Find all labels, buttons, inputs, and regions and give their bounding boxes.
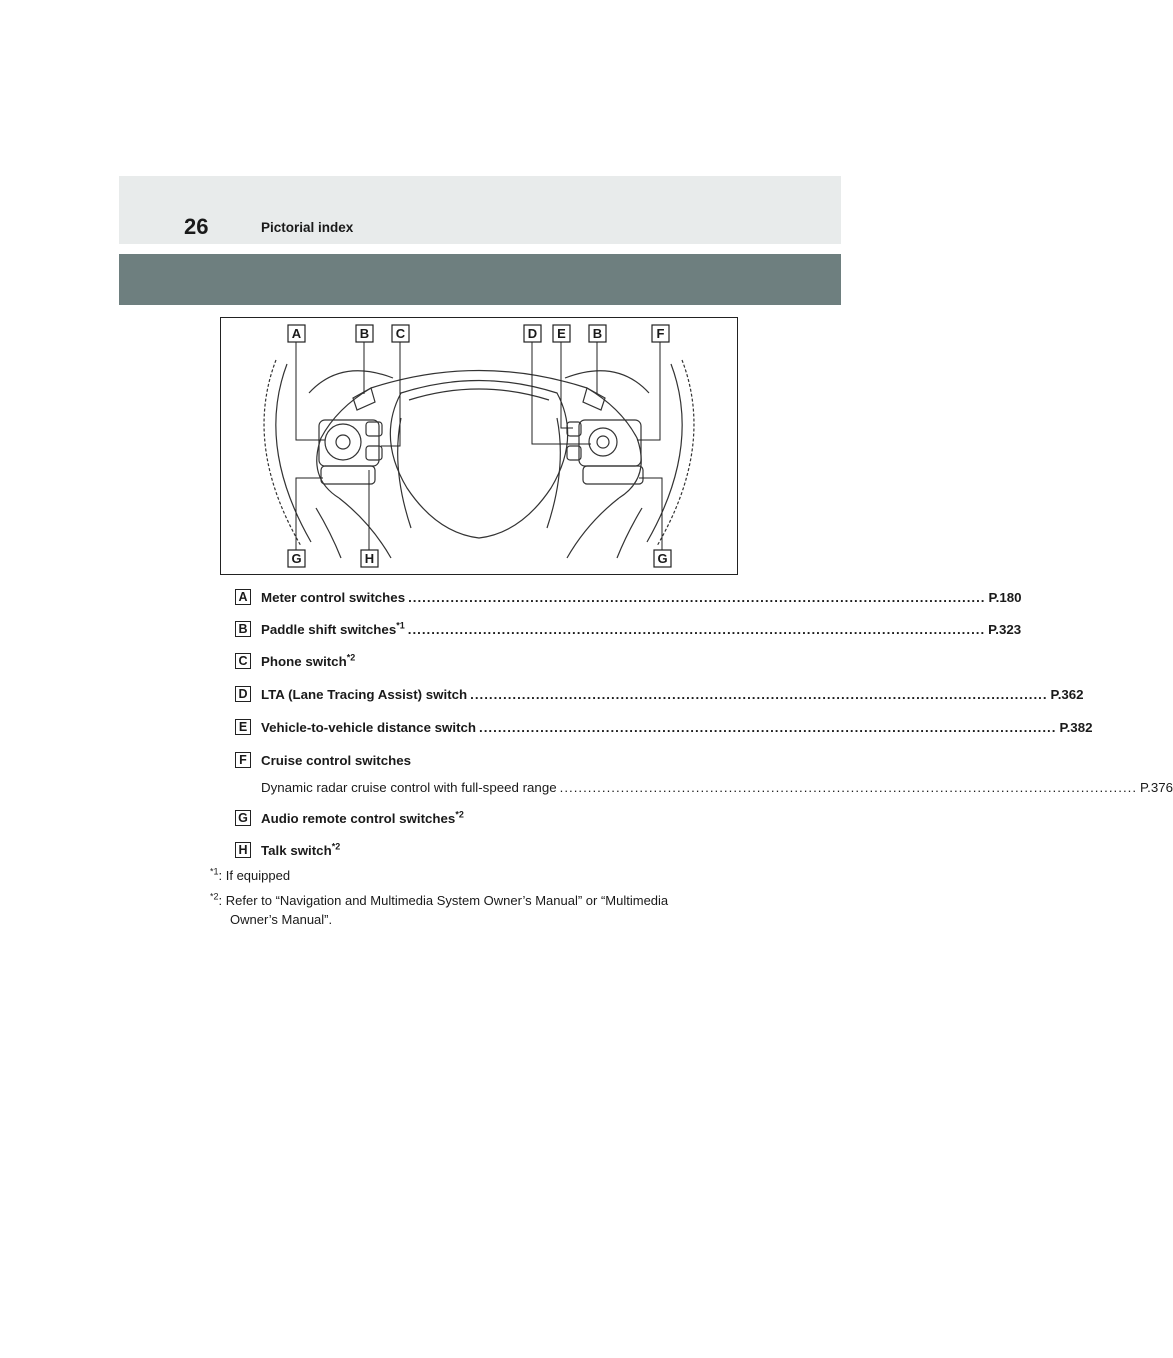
item-letter-c: C <box>235 653 251 669</box>
callout-b-top-right <box>589 325 606 342</box>
leader-dots: ........................................................................................................................... <box>470 687 1048 702</box>
item-letter-f: F <box>235 752 251 768</box>
callout-c-top <box>392 325 409 342</box>
page-reference[interactable]: P.323 <box>988 622 1022 637</box>
item-label: Cruise control switches <box>261 753 411 768</box>
callout-f-top <box>652 325 669 342</box>
callout-d-top <box>524 325 541 342</box>
callout-label: A <box>291 326 302 341</box>
page-reference[interactable]: P.382 <box>1059 720 1093 735</box>
callout-g-bottom-left <box>288 550 305 567</box>
item-paddle-shift-switches <box>261 620 1022 640</box>
item-cruise-control-switches <box>261 753 722 771</box>
item-letter-e: E <box>235 719 251 735</box>
leader-dots: ........................................................................................................................... <box>407 622 986 637</box>
section-title: Pictorial index <box>261 220 354 235</box>
item-meter-control-switches <box>261 590 1022 608</box>
item-sub-label: Dynamic radar cruise control with full-speed range <box>261 780 557 795</box>
leader-dots: ........................................................................................................................... <box>559 780 1138 795</box>
footnote-mark: *2 <box>346 652 356 663</box>
header-band <box>119 176 841 244</box>
footnote-2 <box>210 891 730 929</box>
page-reference[interactable]: P.180 <box>988 590 1022 605</box>
item-label: Paddle shift switches <box>261 622 397 637</box>
item-letter-h: H <box>235 842 251 858</box>
item-letter-g: G <box>235 810 251 826</box>
footnote-mark: *1 <box>210 866 219 877</box>
item-letter-b: B <box>235 621 251 637</box>
callout-label: D <box>527 326 538 341</box>
item-label: Vehicle-to-vehicle distance switch <box>261 720 477 735</box>
item-label: LTA (Lane Tracing Assist) switch <box>261 687 468 702</box>
callout-h-bottom <box>361 550 378 567</box>
item-talk-switch <box>261 843 722 861</box>
item-label: Audio remote control switches <box>261 811 456 826</box>
steering-wheel-figure <box>220 317 738 575</box>
page-reference[interactable]: P.362 <box>1050 687 1084 702</box>
item-label: Phone switch <box>261 654 347 669</box>
item-lta-switch <box>261 687 1084 705</box>
item-dynamic-radar-cruise <box>261 780 1173 798</box>
item-label: Talk switch <box>261 843 332 858</box>
callout-label: B <box>592 326 603 341</box>
item-label: Meter control switches <box>261 590 406 605</box>
item-audio-remote-control-switches <box>261 811 722 829</box>
footnote-mark: *2 <box>210 891 219 902</box>
item-phone-switch <box>261 654 722 672</box>
title-bar <box>119 254 841 305</box>
callout-b-top-left <box>356 325 373 342</box>
page-number: 26 <box>184 214 209 239</box>
footnote-mark: *2 <box>331 841 341 852</box>
callout-g-bottom-right <box>654 550 671 567</box>
footnote-continuation: Owner’s Manual”. <box>230 912 333 927</box>
item-letter-a: A <box>235 589 251 605</box>
callout-label: G <box>291 551 302 566</box>
item-distance-switch <box>261 720 1093 738</box>
callout-label: F <box>656 326 665 341</box>
footnote-1 <box>210 866 730 885</box>
footnote-text: : Refer to “Navigation and Multimedia System Owner’s Manual” or “Multimedia <box>218 893 669 908</box>
callout-label: H <box>364 551 375 566</box>
footnote-mark: *2 <box>455 809 464 820</box>
steering-wheel-illustration <box>221 318 737 574</box>
callout-label: G <box>657 551 668 566</box>
callout-e-top <box>553 325 570 342</box>
leader-dots: ........................................................................................................................... <box>479 720 1057 735</box>
callout-label: E <box>557 326 566 341</box>
callout-label: C <box>395 326 406 341</box>
item-letter-d: D <box>235 686 251 702</box>
footnote-text: : If equipped <box>218 868 291 883</box>
callout-label: B <box>359 326 370 341</box>
page-reference[interactable]: P.376 <box>1140 780 1173 795</box>
footnote-mark: *1 <box>396 620 405 631</box>
leader-dots: ........................................................................................................................... <box>408 590 986 605</box>
callout-a-top <box>288 325 305 342</box>
